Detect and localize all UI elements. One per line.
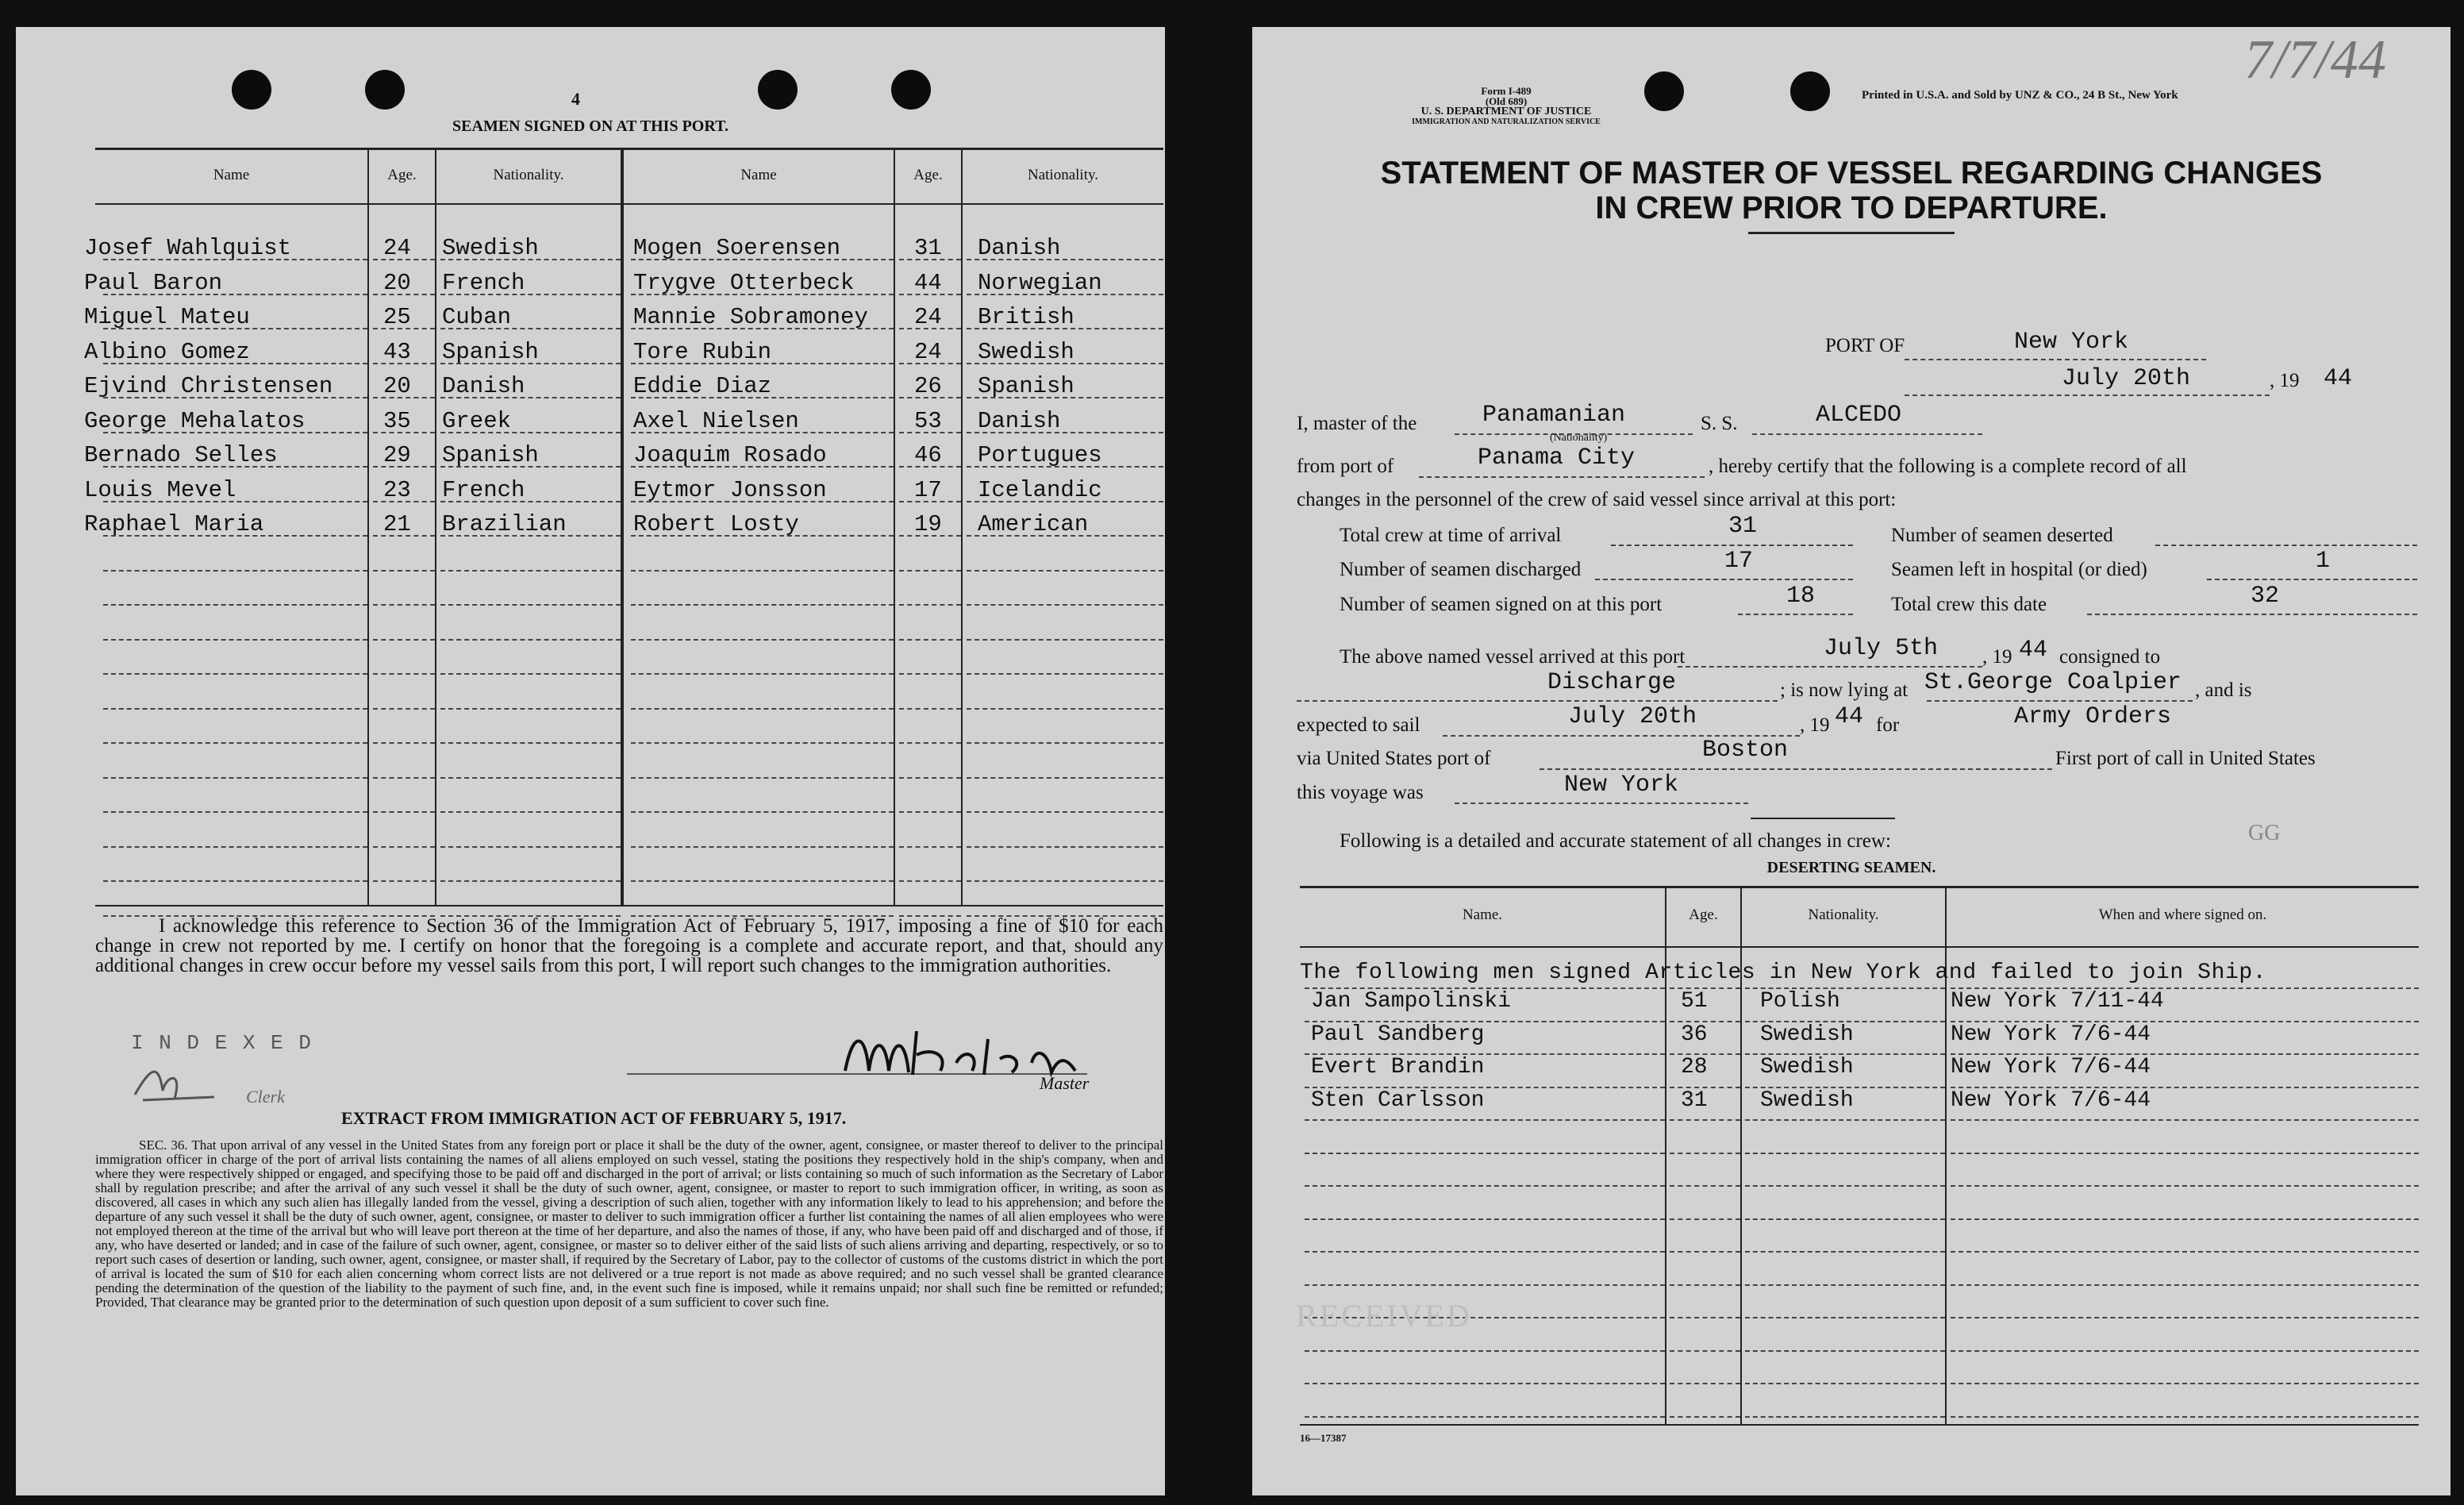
header-age: Age. bbox=[387, 167, 417, 183]
seaman-nationality: Danish bbox=[978, 235, 1061, 261]
seaman-nationality: Swedish bbox=[442, 235, 539, 261]
and-is-text: , and is bbox=[2195, 679, 2252, 701]
seaman-name: Eytmor Jonsson bbox=[633, 476, 827, 503]
old-form-number: (Old 689) bbox=[1485, 95, 1528, 107]
clerk-label: Clerk bbox=[246, 1087, 285, 1107]
seaman-age: 24 bbox=[383, 235, 411, 261]
row-rule bbox=[103, 639, 367, 641]
row-rule bbox=[103, 604, 367, 606]
seaman-nationality: Spanish bbox=[978, 373, 1074, 399]
row-rule bbox=[967, 639, 1163, 641]
row-rule bbox=[440, 811, 621, 813]
row-rule bbox=[1305, 1350, 1665, 1352]
form-title bbox=[1252, 156, 2451, 225]
form-header bbox=[1411, 86, 1601, 127]
from-port-label: from port of bbox=[1297, 456, 1394, 477]
row-rule bbox=[631, 673, 894, 675]
row-rule bbox=[631, 708, 894, 710]
row-rule bbox=[1951, 1317, 2419, 1318]
corner-handwritten-note: 7/7/44 bbox=[2244, 29, 2386, 90]
row-rule bbox=[440, 777, 621, 779]
row-rule bbox=[967, 604, 1163, 606]
seaman-name: Axel Nielsen bbox=[633, 407, 799, 434]
punch-hole bbox=[758, 70, 798, 110]
indexed-stamp: I N D E X E D bbox=[131, 1031, 313, 1055]
seaman-age: 53 bbox=[914, 407, 942, 434]
row-rule bbox=[1745, 1185, 1945, 1187]
seaman-nationality: Spanish bbox=[442, 338, 539, 365]
via-label: via United States port of bbox=[1297, 748, 1491, 769]
row-rule bbox=[1305, 1416, 1665, 1418]
row-rule bbox=[440, 570, 621, 572]
row-rule bbox=[1305, 1153, 1665, 1154]
seaman-name: Robert Losty bbox=[633, 511, 799, 537]
row-rule bbox=[373, 846, 435, 848]
seaman-nationality: Icelandic bbox=[978, 476, 1102, 503]
seaman-name: Mannie Sobramoney bbox=[633, 304, 868, 330]
seaman-age: 31 bbox=[914, 235, 942, 261]
row-rule bbox=[631, 880, 894, 882]
seaman-name: Bernado Selles bbox=[84, 442, 278, 468]
row-rule bbox=[440, 742, 621, 744]
seaman-nationality: Norwegian bbox=[978, 269, 1102, 296]
seaman-age: 46 bbox=[914, 442, 942, 468]
seaman-nationality: American bbox=[978, 511, 1089, 537]
arrived-date: July 5th bbox=[1824, 635, 1939, 662]
row-rule bbox=[1745, 1284, 1945, 1286]
row-rule bbox=[1670, 1350, 1740, 1352]
row-rule bbox=[1745, 1350, 1945, 1352]
seaman-age: 21 bbox=[383, 511, 411, 537]
seamen-signed-title: SEAMEN SIGNED ON AT THIS PORT. bbox=[452, 117, 728, 135]
row-rule bbox=[1670, 1119, 1740, 1121]
row-rule bbox=[1670, 1317, 1740, 1318]
row-rule bbox=[1305, 1284, 1665, 1286]
voyage-rule bbox=[1751, 818, 1895, 819]
consigned-label: consigned to bbox=[2059, 646, 2161, 668]
seaman-name: Tore Rubin bbox=[633, 338, 772, 365]
extract-title: EXTRACT FROM IMMIGRATION ACT OF FEBRUARY 5, 1917. bbox=[341, 1108, 847, 1128]
deserter-signed-on: New York 7/6-44 bbox=[1951, 1055, 2151, 1080]
destination-value: Army Orders bbox=[2014, 703, 2172, 730]
seaman-nationality: Portugues bbox=[978, 442, 1102, 468]
row-rule bbox=[1951, 1383, 2419, 1384]
row-rule bbox=[631, 639, 894, 641]
deserter-signed-on: New York 7/11-44 bbox=[1951, 989, 2164, 1014]
deserter-name: Paul Sandberg bbox=[1311, 1022, 1485, 1047]
header-nationality-2: Nationality. bbox=[1028, 167, 1098, 183]
row-rule bbox=[1670, 1284, 1740, 1286]
row-rule bbox=[103, 777, 367, 779]
printer-note: Printed in U.S.A. and Sold by UNZ & CO., 24 B St., New York bbox=[1862, 89, 2178, 102]
punch-hole bbox=[1644, 71, 1684, 111]
acknowledgement-text: I acknowledge this reference to Section 36 of the Immigration Act of February 5, 1917, imposing a fine of $10 for each change in crew not reported by me. I certify on honor that the foregoing is a complete and accurate report, and that, should any additional changes in crew occur before my vessel sails from this port, I will report such changes to the immigration authorities. bbox=[95, 915, 1163, 976]
row-rule bbox=[631, 846, 894, 848]
row-rule bbox=[899, 673, 961, 675]
seaman-name: Joaquim Rosado bbox=[633, 442, 827, 468]
row-rule bbox=[631, 777, 894, 779]
seaman-name: Raphael Maria bbox=[84, 511, 264, 537]
punch-hole bbox=[891, 70, 931, 110]
from-port-value: Panama City bbox=[1478, 445, 1636, 472]
row-rule bbox=[1670, 1153, 1740, 1154]
deserter-signed-on: New York 7/6-44 bbox=[1951, 1022, 2151, 1047]
date-value: July 20th bbox=[2062, 365, 2191, 392]
row-rule bbox=[373, 708, 435, 710]
row-rule bbox=[899, 708, 961, 710]
row-rule bbox=[373, 742, 435, 744]
seaman-name: Louis Mevel bbox=[84, 476, 236, 503]
deserter-age: 31 bbox=[1681, 1087, 1708, 1113]
seaman-name: George Mehalatos bbox=[84, 407, 306, 434]
hospital-value: 1 bbox=[2316, 548, 2331, 575]
header-nationality: Nationality. bbox=[493, 167, 564, 183]
deserter-nationality: Polish bbox=[1760, 989, 1840, 1014]
row-rule bbox=[1305, 1383, 1665, 1384]
punch-hole bbox=[365, 70, 405, 110]
deserting-title: DESERTING SEAMEN. bbox=[1766, 859, 1936, 876]
row-rule bbox=[1951, 1119, 2419, 1121]
title-rule bbox=[1748, 232, 1955, 234]
expected-label: expected to sail bbox=[1297, 714, 1420, 736]
port-value: New York bbox=[2014, 329, 2129, 356]
row-rule bbox=[1745, 1383, 1945, 1384]
row-rule bbox=[899, 604, 961, 606]
sail-year-prefix: , 19 bbox=[1800, 714, 1830, 736]
row-rule bbox=[1745, 1251, 1945, 1253]
row-rule bbox=[967, 811, 1163, 813]
header-name: Name bbox=[213, 167, 250, 183]
seaman-age: 35 bbox=[383, 407, 411, 434]
row-rule bbox=[899, 777, 961, 779]
lying-label: ; is now lying at bbox=[1780, 679, 1909, 701]
deserter-name: Jan Sampolinski bbox=[1311, 989, 1512, 1014]
row-rule bbox=[1670, 1185, 1740, 1187]
for-label: for bbox=[1876, 714, 1900, 736]
section-36-text: SEC. 36. That upon arrival of any vessel in the United States from any foreign port or place it shall be the duty of the owner, agent, consignee, or master thereof to deliver to the principal immigration officer in charge of the port of arrival lists containing the names of all aliens employed on such vessel, stating the positions they respectively hold in the ship's company, when and where they were respectively shipped or engaged, and specifying those to be paid off and discharged in the port of arrival; or lists containing so much of such information as the Secretary of Labor shall by regulation prescribe; and after the arrival of any such vessel it shall be the duty of such owner, agent, consignee, or master to report to such immigration officer, in writing, as soon as discovered, all cases in which any such alien has illegally landed from the vessel, giving a description of such alien, together with any information likely to lead to his apprehension; and before the departure of any such vessel it shall be the duty of such owner, agent, consignee, or master to deliver to such immigration officer a further list containing the names of all alien employees who were not employed thereon at the time of the arrival but who will leave port thereon at the time of her departure, and also the names of those, if any, who have been paid off and discharged and of those, if any, who have deserted or landed; and in case of the failure of such owner, agent, consignee, or master so to deliver either of the said lists of such aliens arriving and departing, respectively, or so to report such cases of desertion or landing, such owner, agent, consignee, or master shall, if required by the Secretary of Labor, pay to the collector of customs of the customs district in which the port of arrival is located the sum of $10 for each alien concerning whom correct lists are not delivered or a true report is not made as above required; and no such vessel shall be granted clearance pending the determination of the question of the liability to the payment of such fine, and, in the event such fine is imposed, while it remains unpaid; nor shall such fine be remitted or refunded; Provided, That clearance may be granted prior to the determination of such question upon deposit of a sum sufficient to cover such fine. bbox=[95, 1137, 1163, 1310]
deserter-nationality: Swedish bbox=[1760, 1087, 1854, 1113]
seaman-name: Mogen Soerensen bbox=[633, 235, 841, 261]
first-call-label: First port of call in United States bbox=[2055, 748, 2316, 769]
seaman-age: 25 bbox=[383, 304, 411, 330]
clerk-initials-signature bbox=[127, 1059, 222, 1107]
seaman-name: Miguel Mateu bbox=[84, 304, 250, 330]
row-rule bbox=[1951, 1218, 2419, 1220]
total-crew-date-value: 32 bbox=[2251, 583, 2280, 610]
row-rule bbox=[1305, 1185, 1665, 1187]
header-name-2: Name bbox=[740, 167, 777, 183]
row-rule bbox=[373, 604, 435, 606]
row-rule bbox=[899, 742, 961, 744]
margin-mark: GG bbox=[2248, 821, 2281, 845]
seaman-nationality: Spanish bbox=[442, 442, 539, 468]
row-rule bbox=[1951, 1416, 2419, 1418]
deserter-age: 36 bbox=[1681, 1022, 1708, 1047]
seaman-age: 43 bbox=[383, 338, 411, 365]
seaman-age: 29 bbox=[383, 442, 411, 468]
deserter-nationality: Swedish bbox=[1760, 1022, 1854, 1047]
form-title-line-2: IN CREW PRIOR TO DEPARTURE. bbox=[1595, 191, 2108, 225]
discharged-value: 17 bbox=[1724, 548, 1754, 575]
row-rule bbox=[440, 639, 621, 641]
row-rule bbox=[373, 880, 435, 882]
seaman-name: Josef Wahlquist bbox=[84, 235, 292, 261]
port-label: PORT OF bbox=[1825, 335, 1905, 356]
row-rule bbox=[1670, 1383, 1740, 1384]
deserter-age: 51 bbox=[1681, 989, 1708, 1014]
seaman-nationality: Brazilian bbox=[442, 511, 567, 537]
following-text: Following is a detailed and accurate statement of all changes in crew: bbox=[1340, 830, 1891, 852]
nationality-value: Panamanian bbox=[1482, 402, 1626, 429]
certify-text: , hereby certify that the following is a complete record of all bbox=[1709, 456, 2187, 477]
row-rule bbox=[967, 777, 1163, 779]
row-rule bbox=[1305, 1218, 1665, 1220]
row-rule bbox=[967, 846, 1163, 848]
sail-date: July 20th bbox=[1568, 703, 1697, 730]
row-rule bbox=[967, 880, 1163, 882]
row-rule bbox=[103, 811, 367, 813]
seaman-nationality: Danish bbox=[442, 373, 525, 399]
seaman-age: 24 bbox=[914, 304, 942, 330]
seaman-nationality: French bbox=[442, 269, 525, 296]
row-rule bbox=[899, 846, 961, 848]
seaman-age: 23 bbox=[383, 476, 411, 503]
header-age: Age. bbox=[1689, 906, 1718, 923]
seaman-name: Albino Gomez bbox=[84, 338, 250, 365]
seaman-nationality: British bbox=[978, 304, 1074, 330]
seaman-nationality: Greek bbox=[442, 407, 512, 434]
row-rule bbox=[440, 604, 621, 606]
voyage-value: New York bbox=[1564, 772, 1679, 799]
seaman-nationality: Swedish bbox=[978, 338, 1074, 365]
deserted-label: Number of seamen deserted bbox=[1891, 525, 2113, 546]
row-rule bbox=[1745, 1119, 1945, 1121]
row-rule bbox=[967, 673, 1163, 675]
signed-on-label: Number of seamen signed on at this port bbox=[1340, 594, 1663, 615]
total-crew-arrival-label: Total crew at time of arrival bbox=[1340, 525, 1562, 546]
row-rule bbox=[103, 742, 367, 744]
deserter-signed-on: New York 7/6-44 bbox=[1951, 1087, 2151, 1113]
master-label: Master bbox=[1040, 1073, 1090, 1093]
row-rule bbox=[103, 846, 367, 848]
form-number: Form I-489 bbox=[1481, 85, 1532, 97]
total-crew-date-label: Total crew this date bbox=[1891, 594, 2047, 615]
row-rule bbox=[899, 811, 961, 813]
service: IMMIGRATION AND NATURALIZATION SERVICE bbox=[1412, 117, 1601, 126]
seaman-name: Paul Baron bbox=[84, 269, 223, 296]
row-rule bbox=[1745, 1416, 1945, 1418]
deserter-nationality: Swedish bbox=[1760, 1055, 1854, 1080]
row-rule bbox=[1670, 1251, 1740, 1253]
row-rule bbox=[899, 570, 961, 572]
department: U. S. DEPARTMENT OF JUSTICE bbox=[1420, 106, 1592, 117]
row-rule bbox=[631, 570, 894, 572]
voyage-label: this voyage was bbox=[1297, 782, 1424, 803]
arrived-label: The above named vessel arrived at this port bbox=[1340, 646, 1686, 668]
row-rule bbox=[440, 846, 621, 848]
row-rule bbox=[1670, 1416, 1740, 1418]
page-number: 4 bbox=[571, 89, 580, 109]
right-page bbox=[1252, 27, 2451, 1495]
seaman-age: 44 bbox=[914, 269, 942, 296]
discharged-label: Number of seamen discharged bbox=[1340, 559, 1582, 580]
footer-code: 16—17387 bbox=[1300, 1432, 1347, 1444]
seaman-name: Trygve Otterbeck bbox=[633, 269, 855, 296]
row-rule bbox=[103, 570, 367, 572]
row-rule bbox=[967, 708, 1163, 710]
seaman-age: 24 bbox=[914, 338, 942, 365]
via-port-value: Boston bbox=[1702, 737, 1789, 764]
vessel-name: ALCEDO bbox=[1816, 402, 1902, 429]
row-rule bbox=[1951, 1251, 2419, 1253]
deserter-name: Evert Brandin bbox=[1311, 1055, 1485, 1080]
row-rule bbox=[1670, 1218, 1740, 1220]
lying-at-value: St.George Coalpier bbox=[1924, 669, 2182, 696]
left-page bbox=[16, 27, 1165, 1495]
row-rule bbox=[440, 708, 621, 710]
row-rule bbox=[1951, 1153, 2419, 1154]
sail-year: 44 bbox=[1835, 703, 1864, 730]
row-rule bbox=[373, 639, 435, 641]
row-rule bbox=[967, 570, 1163, 572]
header-name: Name. bbox=[1462, 906, 1503, 923]
row-rule bbox=[373, 811, 435, 813]
punch-hole bbox=[232, 70, 271, 110]
row-rule bbox=[899, 880, 961, 882]
row-rule bbox=[373, 777, 435, 779]
row-rule bbox=[373, 673, 435, 675]
received-stamp: RECEIVED bbox=[1296, 1298, 1472, 1334]
seaman-age: 26 bbox=[914, 373, 942, 399]
signed-on-value: 18 bbox=[1786, 583, 1816, 610]
seaman-name: Ejvind Christensen bbox=[84, 373, 333, 399]
header-age-2: Age. bbox=[913, 167, 943, 183]
row-rule bbox=[631, 742, 894, 744]
row-rule bbox=[1745, 1153, 1945, 1154]
seaman-name: Eddie Diaz bbox=[633, 373, 772, 399]
seaman-age: 17 bbox=[914, 476, 942, 503]
row-rule bbox=[1951, 1185, 2419, 1187]
deserter-name: Sten Carlsson bbox=[1311, 1087, 1485, 1113]
seaman-age: 20 bbox=[383, 269, 411, 296]
row-rule bbox=[103, 708, 367, 710]
arrived-year-prefix: , 19 bbox=[1982, 646, 2012, 668]
row-rule bbox=[440, 880, 621, 882]
seaman-nationality: Cuban bbox=[442, 304, 512, 330]
row-rule bbox=[631, 811, 894, 813]
row-rule bbox=[103, 673, 367, 675]
master-of-label: I, master of the bbox=[1297, 413, 1417, 434]
row-rule bbox=[631, 604, 894, 606]
form-title-line-1: STATEMENT OF MASTER OF VESSEL REGARDING CHANGES bbox=[1380, 156, 2323, 191]
header-when-where: When and where signed on. bbox=[2098, 906, 2267, 923]
row-rule bbox=[1745, 1218, 1945, 1220]
deserting-note: The following men signed Articles in New York and failed to join Ship. bbox=[1300, 960, 2267, 985]
year-value: 44 bbox=[2324, 365, 2353, 392]
row-rule bbox=[1951, 1284, 2419, 1286]
ss-label: S. S. bbox=[1701, 413, 1738, 434]
punch-hole bbox=[1790, 71, 1830, 111]
year-prefix: , 19 bbox=[2270, 370, 2300, 391]
seaman-age: 19 bbox=[914, 511, 942, 537]
row-rule bbox=[1951, 1350, 2419, 1352]
row-rule bbox=[103, 880, 367, 882]
arrived-year: 44 bbox=[2019, 637, 2048, 664]
certify-text-2: changes in the personnel of the crew of said vessel since arrival at this port: bbox=[1297, 489, 1897, 510]
hospital-label: Seamen left in hospital (or died) bbox=[1891, 559, 2147, 580]
row-rule bbox=[899, 639, 961, 641]
row-rule bbox=[373, 570, 435, 572]
seaman-nationality: French bbox=[442, 476, 525, 503]
deserter-age: 28 bbox=[1681, 1055, 1708, 1080]
row-rule bbox=[440, 673, 621, 675]
row-rule bbox=[1305, 1251, 1665, 1253]
consigned-value: Discharge bbox=[1547, 669, 1677, 696]
nationality-caption: (Nationality) bbox=[1550, 432, 1608, 444]
row-rule bbox=[1745, 1317, 1945, 1318]
seaman-age: 20 bbox=[383, 373, 411, 399]
row-rule bbox=[967, 742, 1163, 744]
seaman-nationality: Danish bbox=[978, 407, 1061, 434]
total-crew-arrival-value: 31 bbox=[1728, 513, 1758, 540]
row-rule bbox=[1305, 1119, 1665, 1121]
header-nationality: Nationality. bbox=[1808, 906, 1879, 923]
